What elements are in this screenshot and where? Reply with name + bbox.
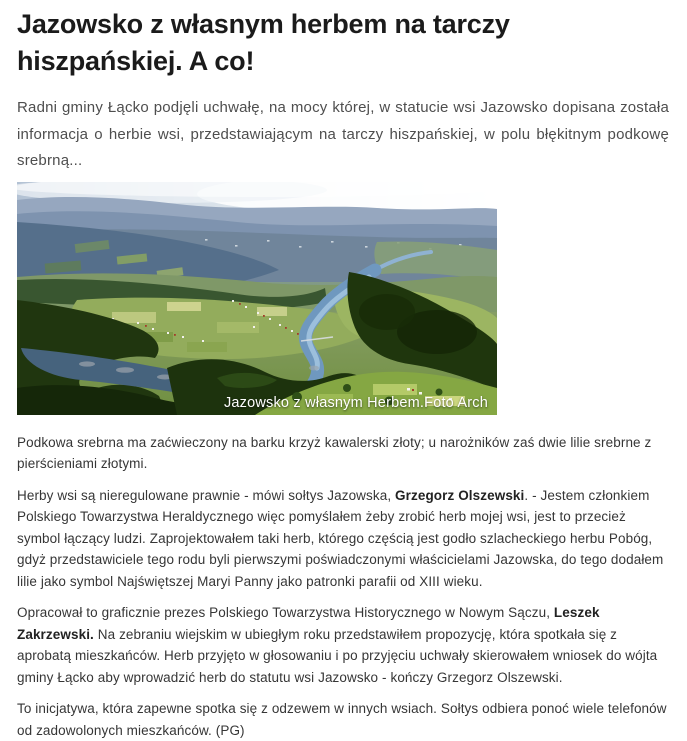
paragraph-text: To inicjatywa, która zapewne spotka się z odzewem w innych wsiach. Sołtys odbiera ponoć wiele telefonów od zadowolonych mieszkańców. (PG) (17, 701, 667, 738)
paragraph-text: Podkowa srebrna ma zaćwieczony na barku krzyż kawalerski złoty; u narożników zaś dwie lilie srebrne z pierścieniami złotymi. (17, 435, 651, 472)
paragraph-text: Herby wsi są nieregulowane prawnie - mówi sołtys Jazowska, (17, 488, 395, 503)
article-paragraph (17, 602, 669, 688)
person-name: Grzegorz Olszewski (395, 488, 524, 503)
article-lead: Radni gminy Łącko podjęli uchwałę, na mocy której, w statucie wsi Jazowsko dopisana została informacja o herbie wsi, przedstawiającym na tarczy hiszpańskiej, w polu błękitnym podkowę srebrną... (17, 95, 669, 175)
person-name: Leszek Zakrzewski. (17, 605, 600, 642)
article-photo (17, 182, 497, 415)
article-title: Jazowsko z własnym herbem na tarczy hiszpańskiej. A co! (17, 6, 669, 80)
article-paragraph (17, 432, 669, 475)
paragraph-text: Opracował to graficznie prezes Polskiego Towarzystwa Historycznego w Nowym Sączu, (17, 605, 554, 620)
paragraph-text: Na zebraniu wiejskim w ubiegłym roku przedstawiłem propozycję, która spotkała się z aprobatą mieszkańców. Herb przyjęto w głosowaniu i po przyjęciu uchwały skierowałem wniosek do wójta gminy Łącko aby wprowadzić herb do statutu wsi Jazowsko - kończy Grzegorz Olszewski. (17, 627, 657, 685)
paragraph-text: . - Jestem członkiem Polskiego Towarzystwa Heraldycznego więc pomyślałem żeby zrobić herb mojej wsi, jest to przecież symbol łączący ludzi. Zaprojektowałem taki herb, którego częścią jest godło szlacheckiego herbu Pobóg, gdyż przedstawiciele tego rodu byli pierwszymi poświadczonymi właścicielami Jazowska, do tego dodałem lilie jako symbol Najświętszej Maryi Panny jako patronki parafii od XIII wieku. (17, 488, 663, 589)
article-paragraph (17, 698, 669, 741)
photo-caption: Jazowsko z własnym Herbem.Foto Arch (224, 395, 488, 411)
article-paragraph (17, 485, 669, 593)
aerial-landscape-illustration (17, 182, 497, 415)
article-body (17, 432, 669, 741)
